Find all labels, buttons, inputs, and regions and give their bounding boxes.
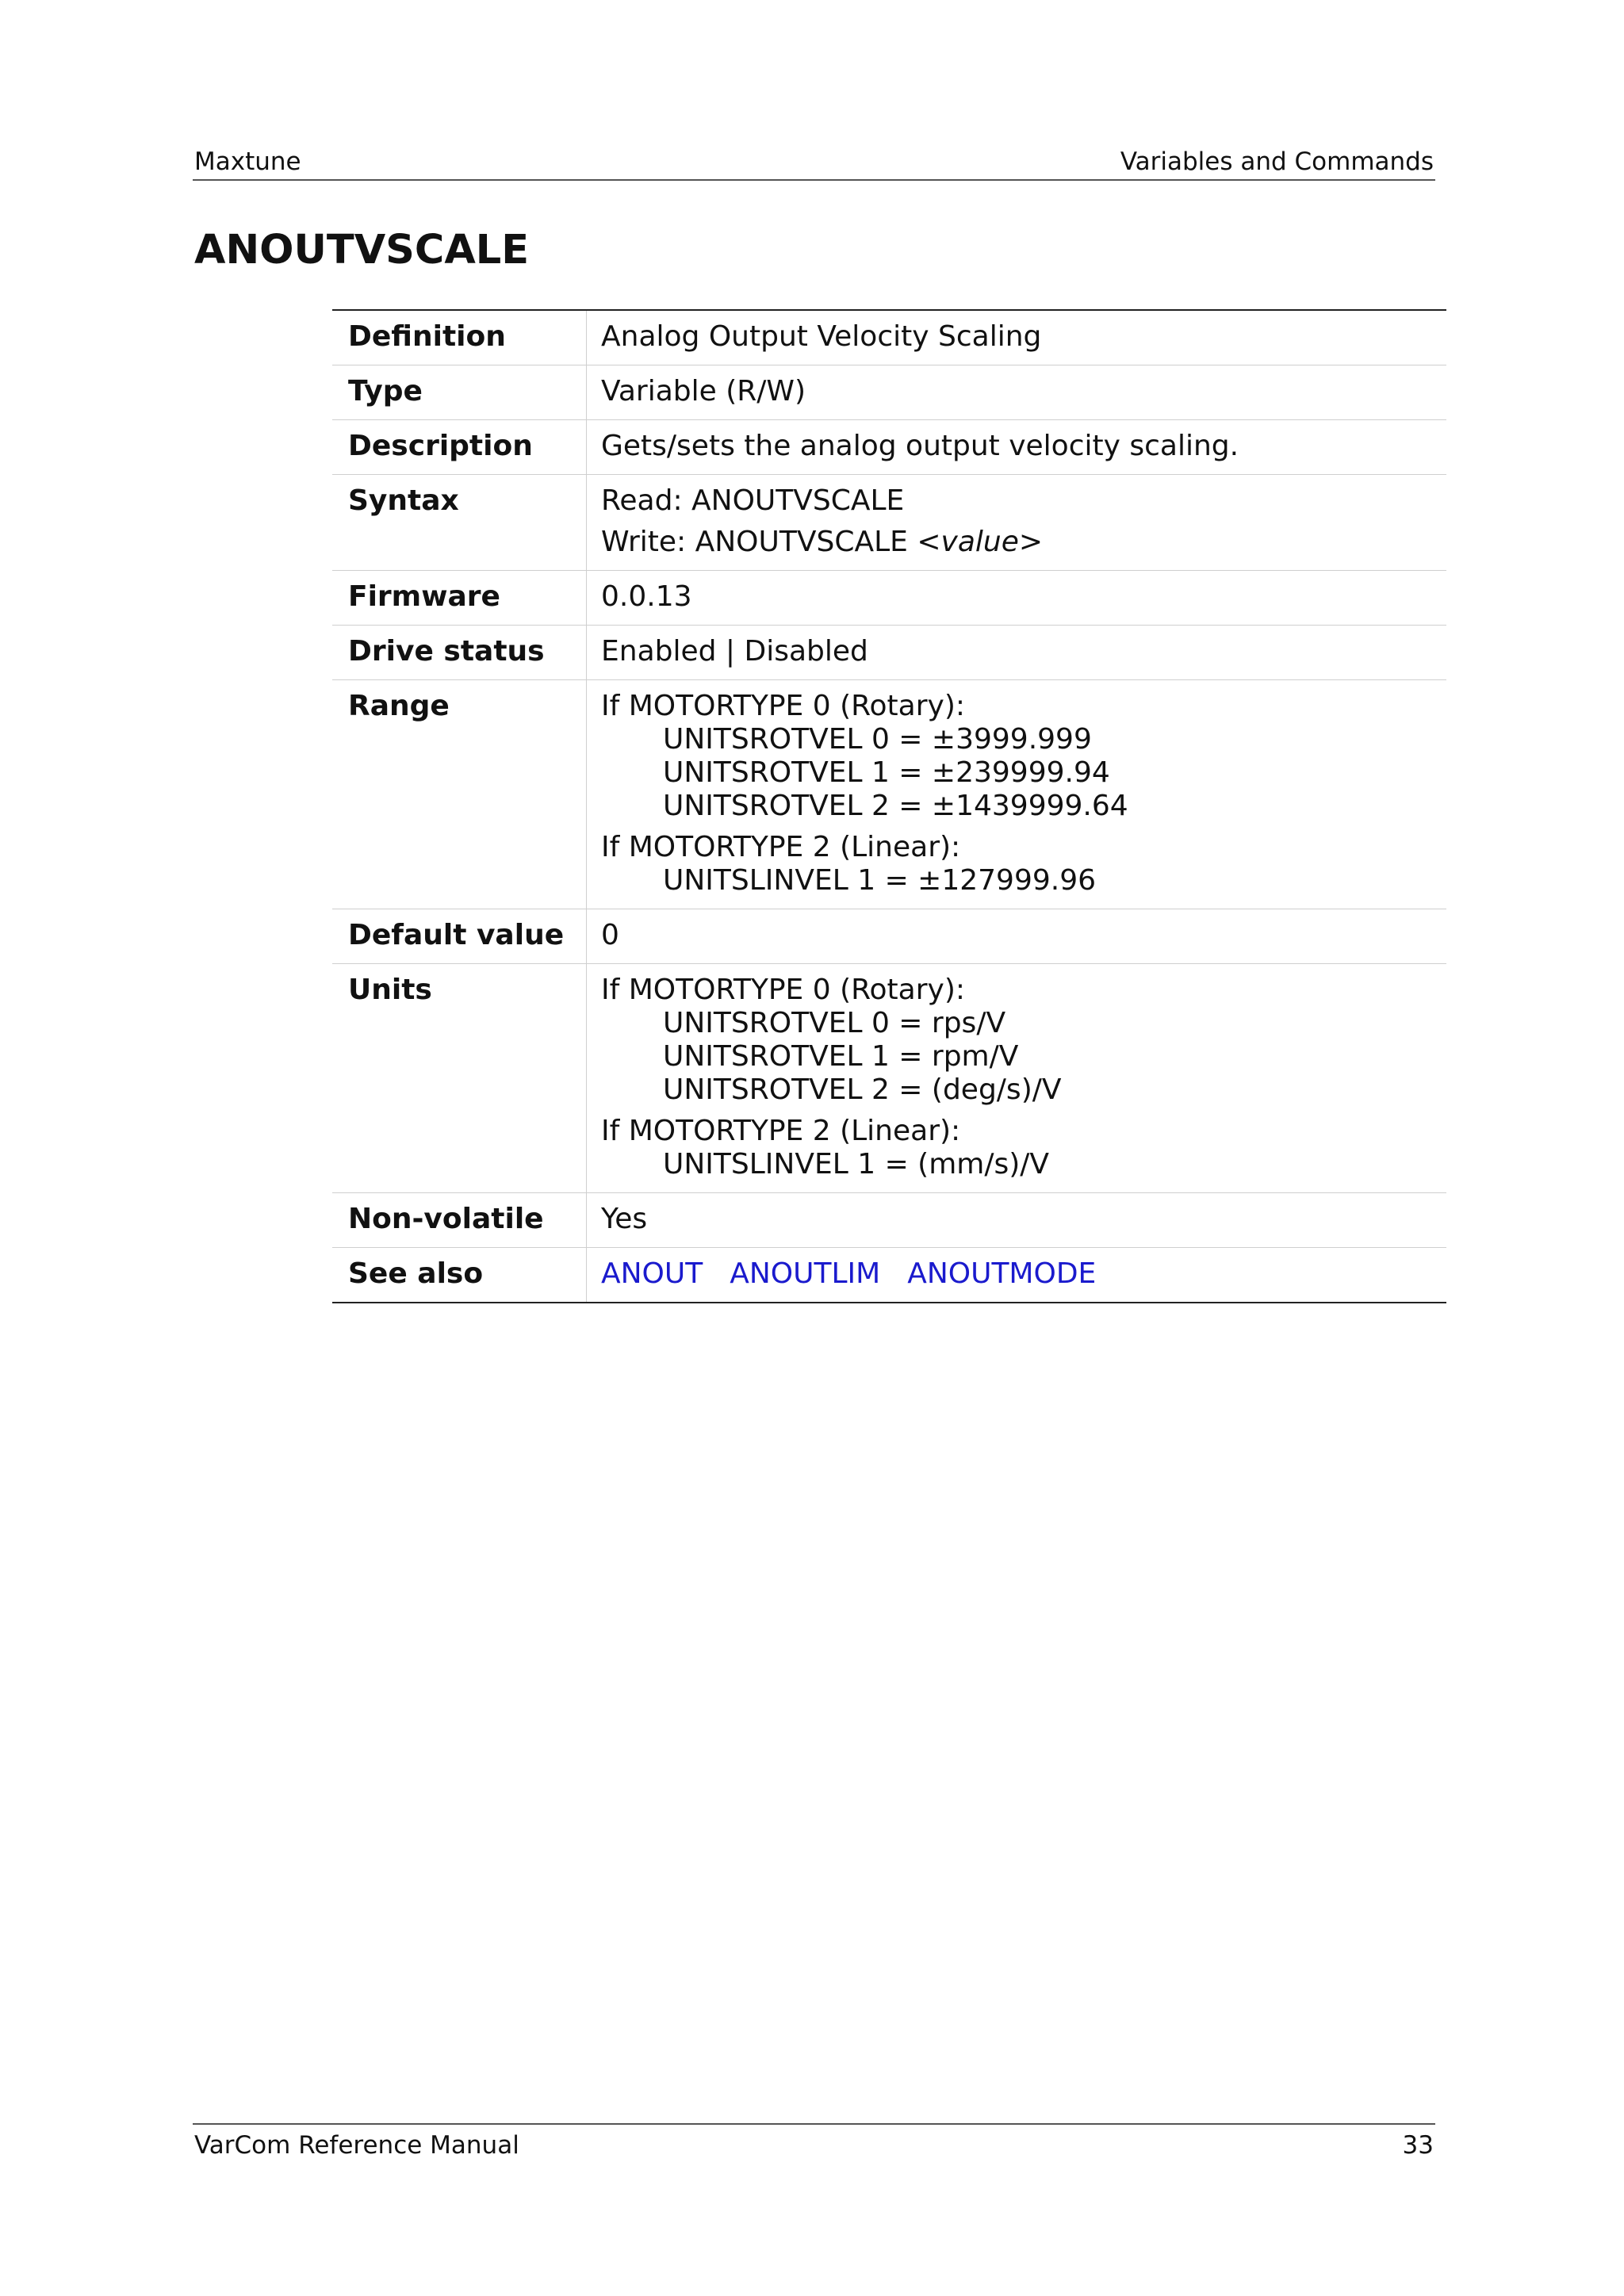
row-label-range: Range — [332, 680, 587, 909]
syntax-write — [601, 526, 1432, 559]
table-row-see-also — [332, 1248, 1446, 1303]
units-linear-heading: If MOTORTYPE 2 (Linear): — [601, 1115, 961, 1147]
range-linear-heading: If MOTORTYPE 2 (Linear): — [601, 831, 961, 863]
row-label-syntax: Syntax — [332, 475, 587, 571]
page-footer — [193, 2123, 1435, 2160]
row-value-non-volatile: Yes — [601, 1203, 648, 1235]
syntax-write-prefix: Write: ANOUTVSCALE < — [601, 526, 941, 558]
table-row-definition — [332, 310, 1446, 365]
row-value-drive-status: Enabled | Disabled — [601, 635, 868, 668]
table-row-default-value — [332, 909, 1446, 964]
row-value-type: Variable (R/W) — [601, 375, 806, 408]
see-also-link-anoutlim[interactable]: ANOUTLIM — [730, 1257, 881, 1290]
table-row-non-volatile — [332, 1193, 1446, 1248]
row-label-non-volatile: Non-volatile — [332, 1193, 587, 1248]
row-label-see-also: See also — [332, 1248, 587, 1303]
range-rotary-line: UNITSROTVEL 0 = ±3999.999 — [663, 723, 1092, 756]
range-rotary-line: UNITSROTVEL 1 = ±239999.94 — [663, 756, 1110, 789]
table-row-drive-status — [332, 626, 1446, 680]
range-rotary-heading: If MOTORTYPE 0 (Rotary): — [601, 690, 965, 722]
row-value-units — [587, 964, 1447, 1193]
row-value-syntax — [587, 475, 1447, 571]
header-right-text: Variables and Commands — [1120, 147, 1434, 176]
range-rotary-line: UNITSROTVEL 2 = ±1439999.64 — [663, 790, 1128, 822]
range-linear-line: UNITSLINVEL 1 = ±127999.96 — [663, 864, 1097, 897]
row-label-drive-status: Drive status — [332, 626, 587, 680]
footer-left-text: VarCom Reference Manual — [194, 2131, 519, 2160]
row-value-firmware: 0.0.13 — [601, 580, 692, 613]
units-linear-line: UNITSLINVEL 1 = (mm/s)/V — [663, 1148, 1050, 1181]
table-row-units — [332, 964, 1446, 1193]
table-row-firmware — [332, 571, 1446, 626]
table-row-range — [332, 680, 1446, 909]
row-label-type: Type — [332, 365, 587, 420]
units-rotary-line: UNITSROTVEL 2 = (deg/s)/V — [663, 1073, 1062, 1106]
row-label-definition: Definition — [332, 310, 587, 365]
see-also-link-anout[interactable]: ANOUT — [601, 1257, 703, 1290]
row-value-default-value: 0 — [601, 919, 619, 951]
units-rotary-heading: If MOTORTYPE 0 (Rotary): — [601, 974, 965, 1006]
table-row-syntax — [332, 475, 1446, 571]
command-spec-table — [332, 309, 1446, 1303]
syntax-write-arg: value — [940, 526, 1019, 558]
row-value-description: Gets/sets the analog output velocity scaling. — [601, 430, 1239, 462]
see-also-link-anoutmode[interactable]: ANOUTMODE — [907, 1257, 1097, 1290]
page-title: ANOUTVSCALE — [194, 227, 530, 274]
row-label-firmware: Firmware — [332, 571, 587, 626]
page-header — [193, 147, 1435, 181]
units-rotary-line: UNITSROTVEL 0 = rps/V — [663, 1007, 1006, 1039]
row-label-description: Description — [332, 420, 587, 475]
row-value-see-also — [587, 1248, 1447, 1303]
units-rotary-line: UNITSROTVEL 1 = rpm/V — [663, 1040, 1019, 1073]
row-value-definition: Analog Output Velocity Scaling — [601, 320, 1042, 353]
syntax-write-suffix: > — [1018, 526, 1044, 558]
table-row-type — [332, 365, 1446, 420]
header-left-text: Maxtune — [194, 147, 301, 176]
row-label-units: Units — [332, 964, 587, 1193]
page-number: 33 — [1402, 2131, 1434, 2160]
row-value-range — [587, 680, 1447, 909]
table-row-description — [332, 420, 1446, 475]
row-label-default-value: Default value — [332, 909, 587, 964]
syntax-read: Read: ANOUTVSCALE — [601, 484, 905, 517]
